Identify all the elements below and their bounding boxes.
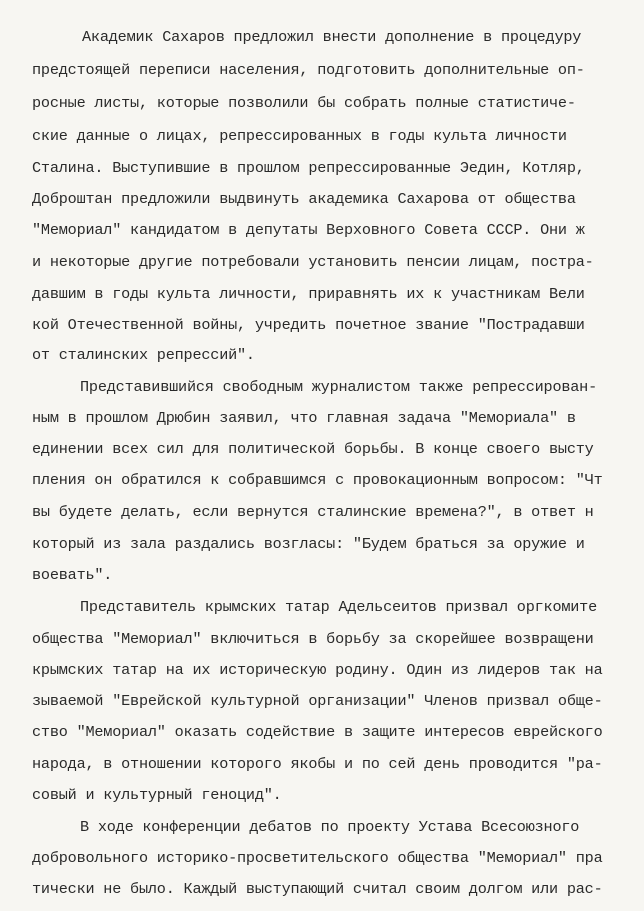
text-line-23: ство "Мемориал" оказать содействие в защите интересов еврейского	[32, 723, 603, 741]
text-line-15: пления он обратился к собравшимся с провокационным вопросом: "Чт	[32, 471, 603, 489]
text-line-24: народа, в отношении которого якобы и по сей день проводится "ра-	[32, 755, 603, 773]
text-line-12: Представившийся свободным журналистом также репрессирован-	[80, 378, 598, 396]
text-line-16: вы будете делать, если вернутся сталинские времена?", в ответ н	[32, 503, 594, 521]
text-line-1: Академик Сахаров предложил внести дополнение в процедуру	[82, 28, 582, 46]
text-line-11: от сталинских репрессий".	[32, 346, 255, 364]
text-line-27: добровольного историко-просветительского общества "Мемориал" пра	[32, 849, 603, 867]
text-line-3: росные листы, которые позволили бы собрать полные статистиче-	[32, 94, 576, 112]
text-line-25: совый и культурный геноцид".	[32, 786, 282, 804]
text-line-4: ские данные о лицах, репрессированных в годы культа личности	[32, 127, 567, 145]
text-line-28: тически не было. Каждый выступающий считал своим долгом или рас-	[32, 880, 603, 898]
text-line-20: общества "Мемориал" включиться в борьбу за скорейшее возвращени	[32, 630, 594, 648]
text-line-9: давшим в годы культа личности, приравнять их к участникам Вели	[32, 285, 585, 303]
text-line-2: предстоящей переписи населения, подготовить дополнительные оп-	[32, 61, 585, 79]
text-line-10: кой Отечественной войны, учредить почетное звание "Пострадавши	[32, 316, 585, 334]
text-line-18: воевать".	[32, 566, 113, 584]
text-line-22: зываемой "Еврейской культурной организации" Членов призвал обще-	[32, 692, 603, 710]
text-line-26: В ходе конференции дебатов по проекту Устава Всесоюзного	[80, 818, 580, 836]
text-line-7: "Мемориал" кандидатом в депутаты Верховного Совета СССР. Они ж	[32, 221, 585, 239]
text-line-19: Представитель крымских татар Адельсеитов призвал оргкомите	[80, 598, 598, 616]
text-line-17: который из зала раздались возгласы: "Будем браться за оружие и	[32, 535, 585, 553]
text-line-6: Доброштан предложили выдвинуть академика Сахарова от общества	[32, 190, 576, 208]
text-line-8: и некоторые другие потребовали установить пенсии лицам, постра-	[32, 253, 594, 271]
text-line-13: ным в прошлом Дрюбин заявил, что главная задача "Мемориала" в	[32, 409, 576, 427]
text-line-14: единении всех сил для политической борьбы. В конце своего высту	[32, 440, 594, 458]
text-line-21: крымских татар на их историческую родину. Один из лидеров так на	[32, 661, 603, 679]
text-line-5: Сталина. Выступившие в прошлом репрессированные Эедин, Котляр,	[32, 159, 585, 177]
